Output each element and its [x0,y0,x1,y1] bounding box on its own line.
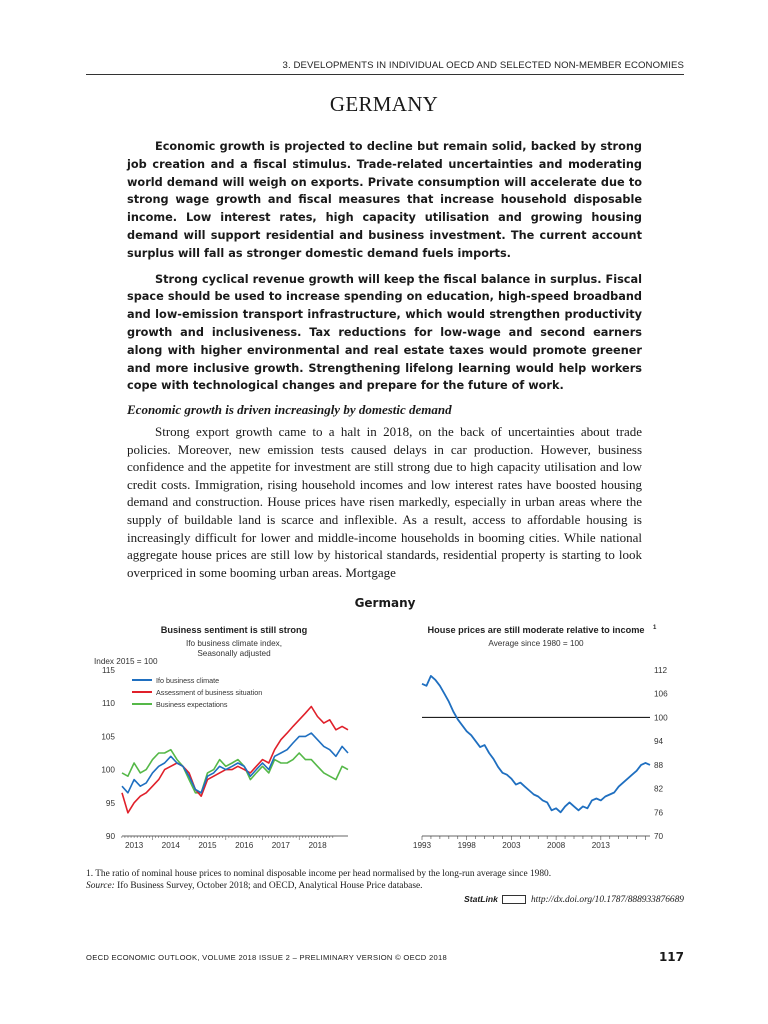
figure-title: Germany [354,596,416,610]
x-tick-label: 2014 [161,841,180,850]
note-1: 1. The ratio of nominal house prices to nominal disposable income per head normalised by the long-run average since 1980. [86,869,552,879]
y-tick-label: 105 [101,732,115,742]
page-footer: OECD ECONOMIC OUTLOOK, VOLUME 2018 ISSUE 2 – PRELIMINARY VERSION © OECD 2018 [86,953,448,962]
y-tick-label: 76 [654,808,664,818]
y-tick-label: 115 [101,666,115,675]
x-tick-label: 1993 [412,841,432,850]
source-label: Source: [86,881,115,891]
page-title: GERMANY [329,92,439,116]
x-tick-label: 2016 [235,841,254,850]
x-tick-label: 2008 [547,841,566,850]
legend-label: Ifo business climate [156,676,220,685]
chart-title: Business sentiment is still strong [160,625,308,635]
source-note [86,880,684,892]
section-subheading: Economic growth is driven increasingly by domestic demand [127,402,452,417]
y-axis-label: Index 2015 = 100 [94,657,158,666]
chart-subtitle: Ifo business climate index, [185,639,283,648]
running-header [86,60,684,75]
x-tick-label: 2013 [591,841,610,850]
x-tick-label: 2013 [124,841,144,850]
figure [86,596,684,864]
line-series-business-expectations [122,750,348,793]
statlink-label: StatLink [464,894,498,904]
y-tick-label: 95 [105,798,115,808]
x-tick-label: 2018 [308,841,327,850]
x-tick-label: 2017 [271,841,290,850]
y-tick-label: 100 [101,765,115,775]
chart-title: House prices are still moderate relative to income [427,625,645,635]
body-paragraph: Strong export growth came to a halt in 2018, on the back of uncertainties about trade policies. Moreover, new emission tests caused delays in car production. However, business confidence and the appetite for investment are still strong due to high capacity utilisation and low credit costs. Immigration, rising household incomes and low interest rates have boosted housing demand and construction. House prices have risen markedly, especially in urban areas where the supply of buildable land is scarce and inflexible. As a result, access to affordable housing is increasingly difficult for lower and middle-income households in booming cities. While national aggregate house prices are still low by historical standards, residential property is starting to look overpriced in some booming urban areas. Mortgage [127,424,642,580]
y-tick-label: 110 [101,699,115,709]
summary-paragraph: Economic growth is projected to decline but remain solid, backed by strong job creation and a fiscal stimulus. Trade-related uncertainties and moderating world demand will weigh on exports. Private consumption will accelerate due to strong wage growth and fiscal measures that increase household disposable income. Low interest rates, high capacity utilisation and growing housing demand will support residential and business investment. The current account surplus will fall as stronger domestic demand fuels imports. [127,140,642,260]
summary-paragraph: Strong cyclical revenue growth will keep the fiscal balance in surplus. Fiscal space should be used to increase spending on education, high-speed broadband and low-emission transport infrastructure, which would strengthen productivity growth and inclusiveness. Tax reductions for low-wage and second earners along with higher environmental and real estate taxes would promote greener and more inclusive growth. Strengthening lifelong learning would help workers cope with technological changes and prepare for the future of work. [127,272,642,393]
chart-title-note: 1 [653,625,657,631]
statlink-url[interactable]: http://dx.doi.org/10.1787/888933876689 [530,895,684,905]
y-tick-label: 70 [654,832,664,841]
figure-charts [86,596,684,864]
y-tick-label: 100 [654,713,668,723]
chart-subtitle: Average since 1980 = 100 [488,639,584,648]
y-tick-label: 106 [654,689,668,699]
y-tick-label: 88 [654,760,664,770]
statlink[interactable] [464,894,684,905]
x-tick-label: 1998 [457,841,476,850]
line-series-assessment-of-business-situation [122,707,348,813]
y-tick-label: 82 [654,784,664,794]
y-tick-label: 90 [105,832,115,841]
chart-subtitle: Seasonally adjusted [197,649,271,658]
page-number: 117 [658,950,684,964]
legend-label: Assessment of business situation [156,688,263,697]
body-text [127,423,642,581]
line-series-house-prices [422,676,650,812]
source-text: Ifo Business Survey, October 2018; and OECD, Analytical House Price database. [117,881,423,891]
figure-notes [86,868,684,892]
x-tick-label: 2015 [198,841,217,850]
x-tick-label: 2003 [502,841,521,850]
legend-label: Business expectations [156,700,228,709]
y-tick-label: 94 [654,737,664,747]
statlink-icon [502,895,526,904]
summary-block [127,138,642,403]
y-tick-label: 112 [654,666,668,675]
running-head-text: 3. DEVELOPMENTS IN INDIVIDUAL OECD AND SELECTED NON-MEMBER ECONOMIES [282,60,684,71]
